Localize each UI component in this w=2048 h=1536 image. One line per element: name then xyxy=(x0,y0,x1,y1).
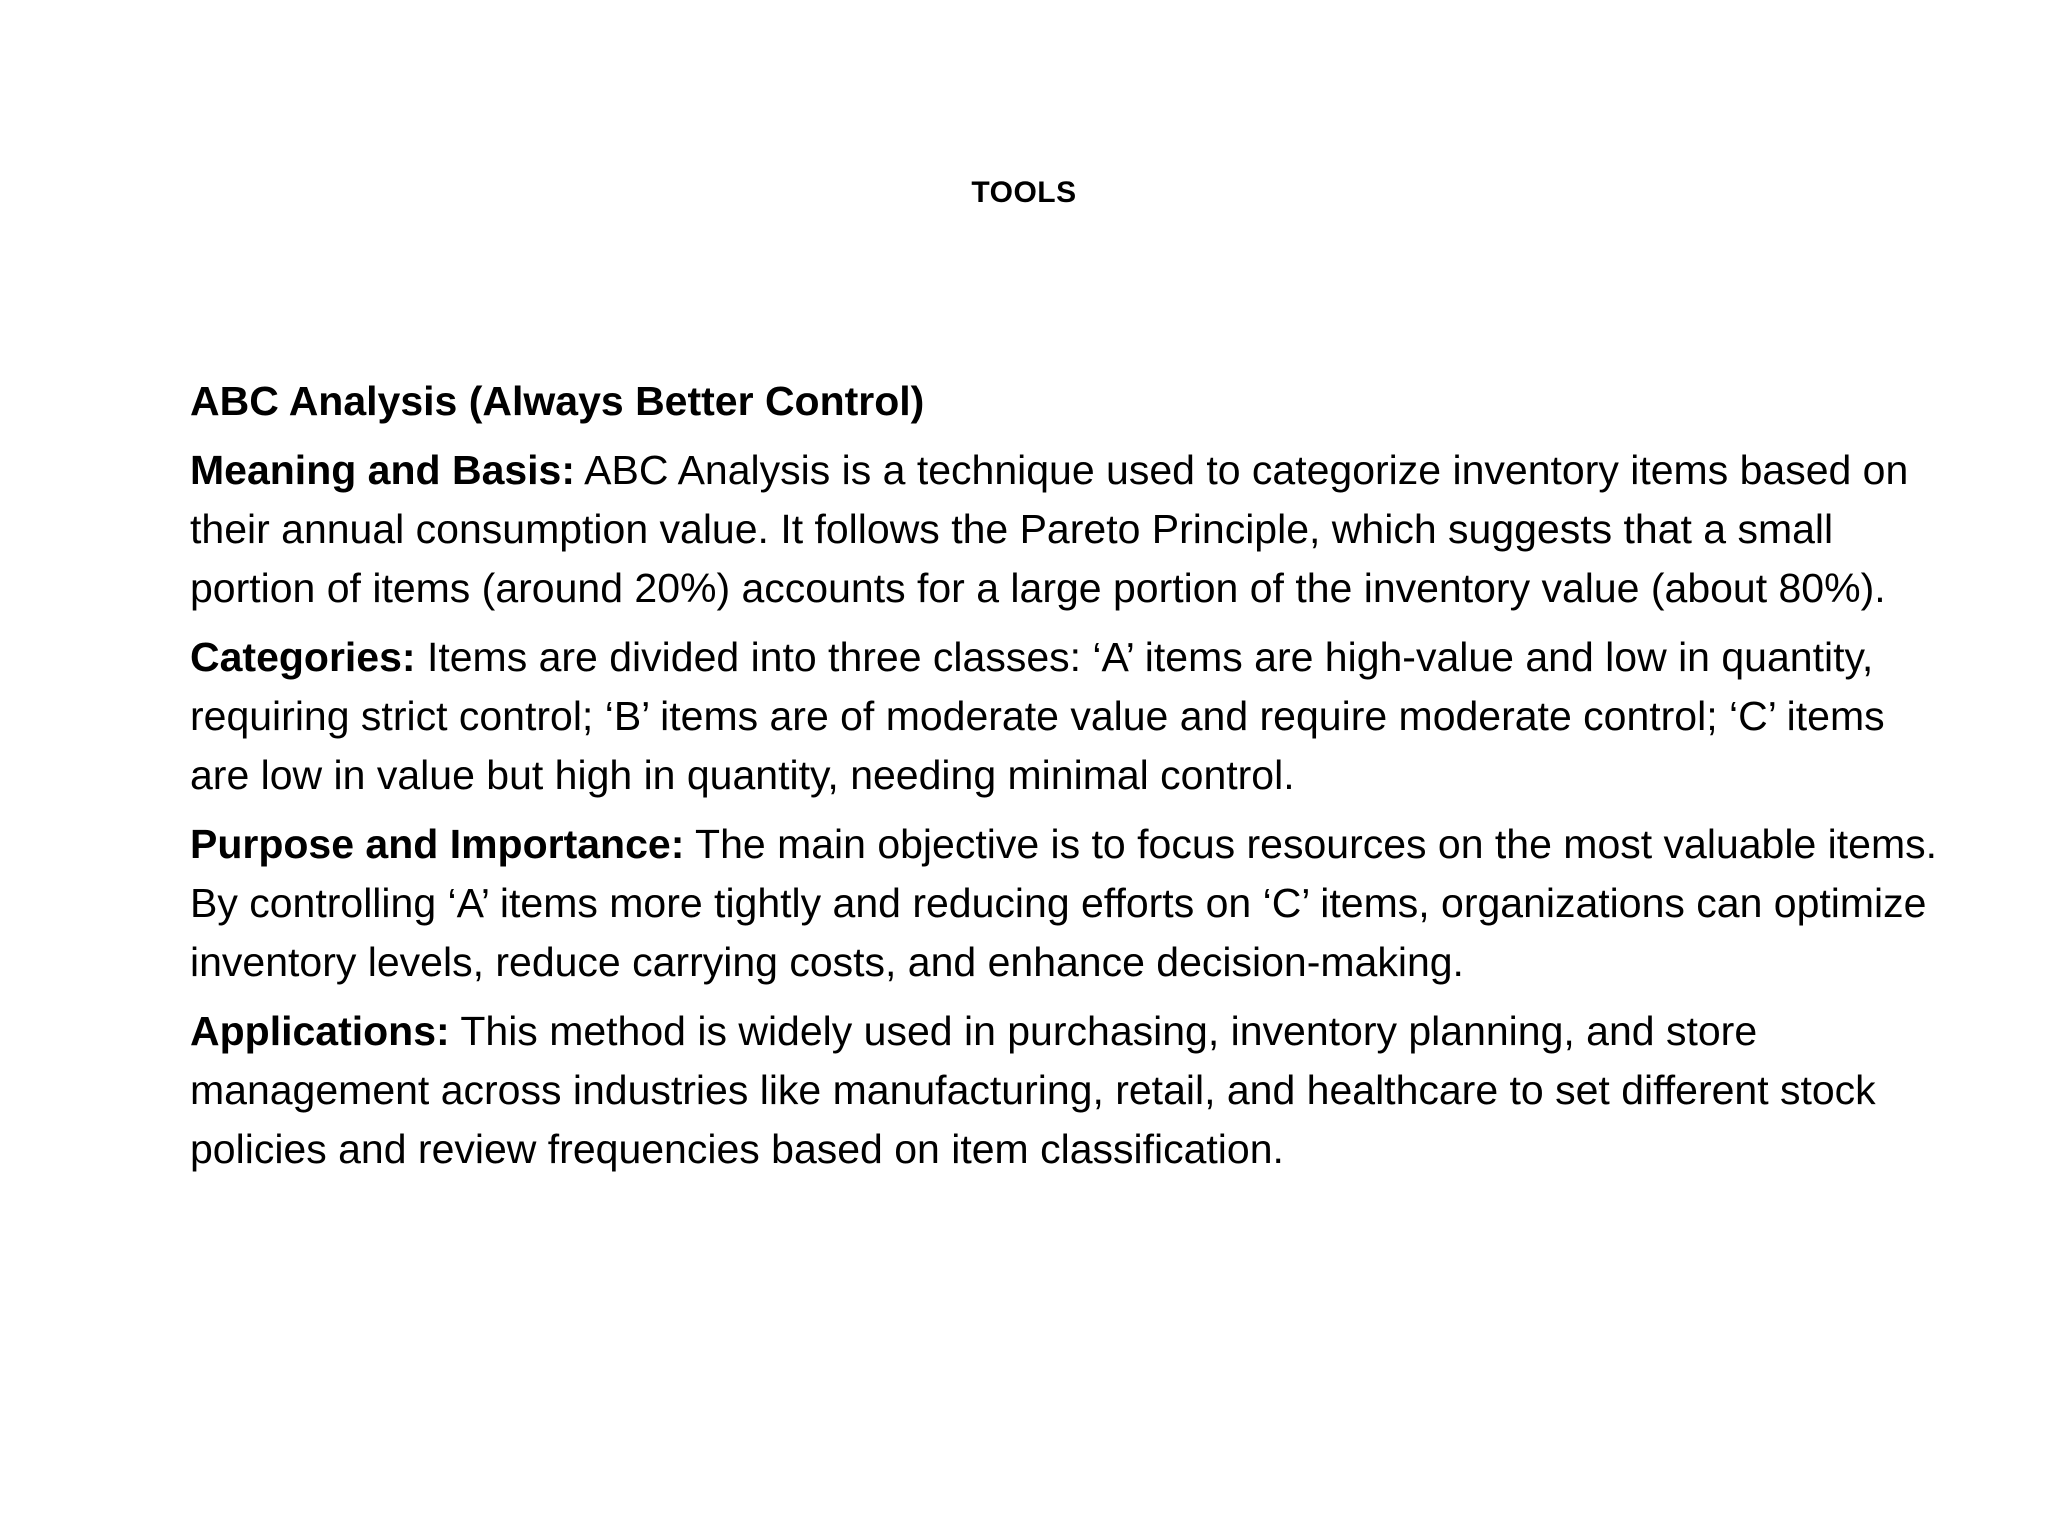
paragraph-label: Purpose and Importance: xyxy=(190,821,685,867)
paragraph-purpose-and-importance xyxy=(190,815,1950,992)
paragraph-text: ABC Analysis is a technique used to categorize inventory items based on their annual consumption value. It follows the Pareto Principle, which suggests that a small portion of items (around 20%) accounts for a large portion of the inventory value (about 80%). xyxy=(190,447,1909,611)
paragraph-label: Applications: xyxy=(190,1008,450,1054)
paragraph-label: Categories: xyxy=(190,634,416,680)
paragraph-categories xyxy=(190,628,1950,805)
paragraph-text: The main objective is to focus resources on the most valuable items. By controlling ‘A’ items more tightly and reducing efforts on ‘C’ items, organizations can optimize inventory levels, reduce carrying costs, and enhance decision-making. xyxy=(190,821,1938,985)
paragraph-meaning-and-basis xyxy=(190,441,1950,618)
section-heading: ABC Analysis (Always Better Control) xyxy=(190,378,925,424)
slide-title: TOOLS xyxy=(971,176,1077,209)
paragraph-applications xyxy=(190,1002,1950,1179)
slide-content xyxy=(190,372,1950,1189)
paragraph-text: Items are divided into three classes: ‘A’ items are high-value and low in quantity, requiring strict control; ‘B’ items are of moderate value and require moderate control; ‘C’ items are low in value but high in quantity, needing minimal control. xyxy=(190,634,1885,798)
paragraph-text: This method is widely used in purchasing, inventory planning, and store management across industries like manufacturing, retail, and healthcare to set different stock policies and review frequencies based on item classification. xyxy=(190,1008,1876,1172)
paragraph-label: Meaning and Basis: xyxy=(190,447,576,493)
